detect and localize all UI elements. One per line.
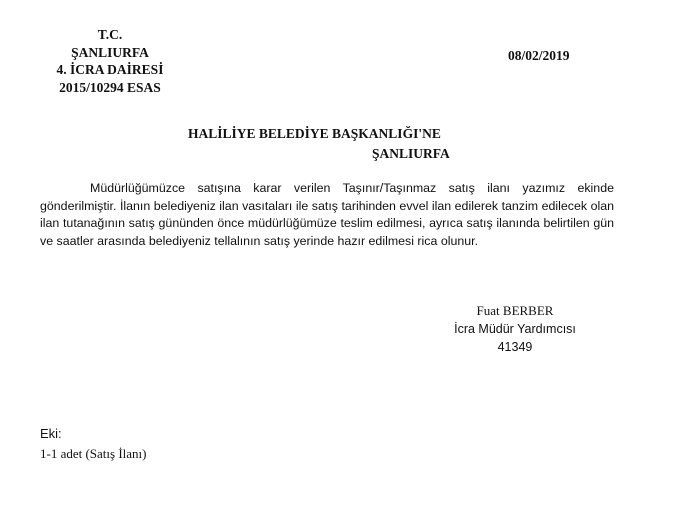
office-header	[40, 26, 180, 96]
header-city: ŞANLIURFA	[71, 44, 149, 60]
signature-block	[440, 302, 590, 356]
signatory-name: Fuat BERBER	[476, 303, 554, 318]
signatory-title: İcra Müdür Yardımcısı	[454, 322, 576, 336]
letter-body: Müdürlüğümüzce satışına karar verilen Taşınır/Taşınmaz satış ilanı yazımız ekinde gönderilmiştir. İlanın belediyeniz ilan vasıtaları ile satış tarihinden evvel ilan edilerek tanzim edilecek olan ilan tutanağının satış gününden önce müdürlüğümüze teslim edilmesi, ayrıca satış ilanında belirtilen gün ve saatler arasında belediyeniz tellalının satış yerinde hazır edilmesi rica olunur.	[40, 181, 614, 248]
addressee-institution: HALİLİYE BELEDİYE BAŞKANLIĞI'NE	[188, 126, 441, 141]
document-date: 08/02/2019	[508, 48, 570, 63]
header-office: 4. İCRA DAİRESİ	[56, 62, 164, 77]
attachments-label: Eki:	[40, 426, 62, 441]
signatory-number: 41349	[497, 340, 533, 354]
header-country: T.C.	[97, 27, 123, 42]
attachment-item: 1-1 adet (Satış İlanı)	[40, 446, 147, 461]
header-file-number: 2015/10294 ESAS	[59, 79, 161, 95]
addressee-city: ŞANLIURFA	[372, 146, 450, 161]
